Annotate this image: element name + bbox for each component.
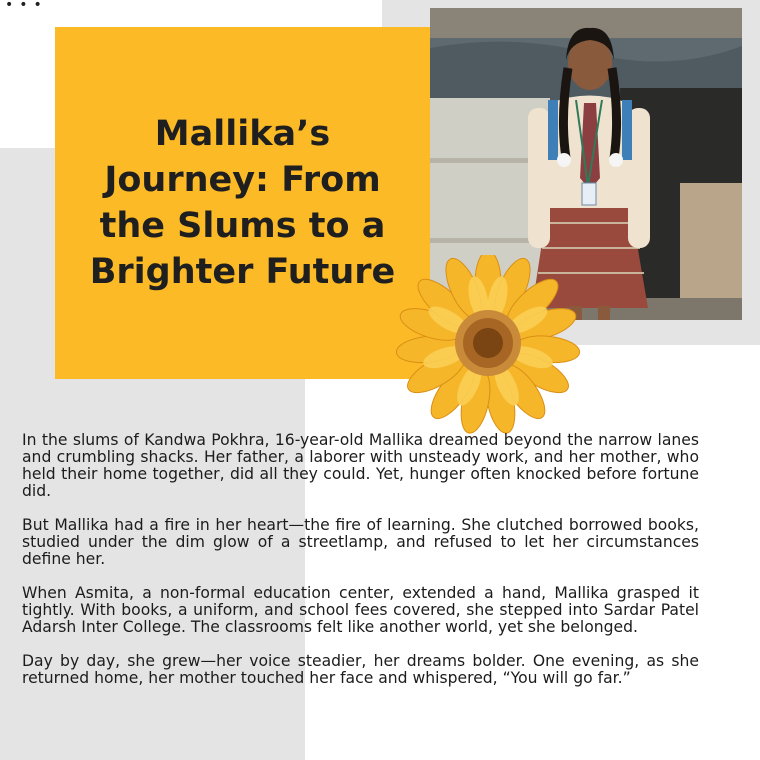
- story-text: [22, 432, 699, 704]
- paragraph: When Asmita, a non-formal education center, extended a hand, Mallika grasped it tightly. With books, a uniform, and school fees covered, she stepped into Sardar Patel Adarsh Inter College. The classrooms felt like another world, yet she belonged.: [22, 584, 699, 636]
- paragraph: In the slums of Kandwa Pokhra, 16-year-old Mallika dreamed beyond the narrow lanes and crumbling shacks. Her father, a laborer with unsteady work, and her mother, who held their home together, did all they could. Yet, hunger often knocked before fortune did.: [22, 431, 699, 500]
- page-title: Mallika’s Journey: From the Slums to a Brighter Future: [89, 114, 396, 292]
- sunflower-icon: [392, 255, 582, 435]
- paragraph: But Mallika had a fire in her heart—the fire of learning. She clutched borrowed books, studied under the dim glow of a streetlamp, and refused to let her circumstances define her.: [22, 516, 699, 568]
- paragraph: Day by day, she grew—her voice steadier, her dreams bolder. One evening, as she returned home, her mother touched her face and whispered, “You will go far.”: [22, 652, 699, 687]
- more-dots-icon: •••: [5, 0, 48, 13]
- title-box: [55, 27, 430, 379]
